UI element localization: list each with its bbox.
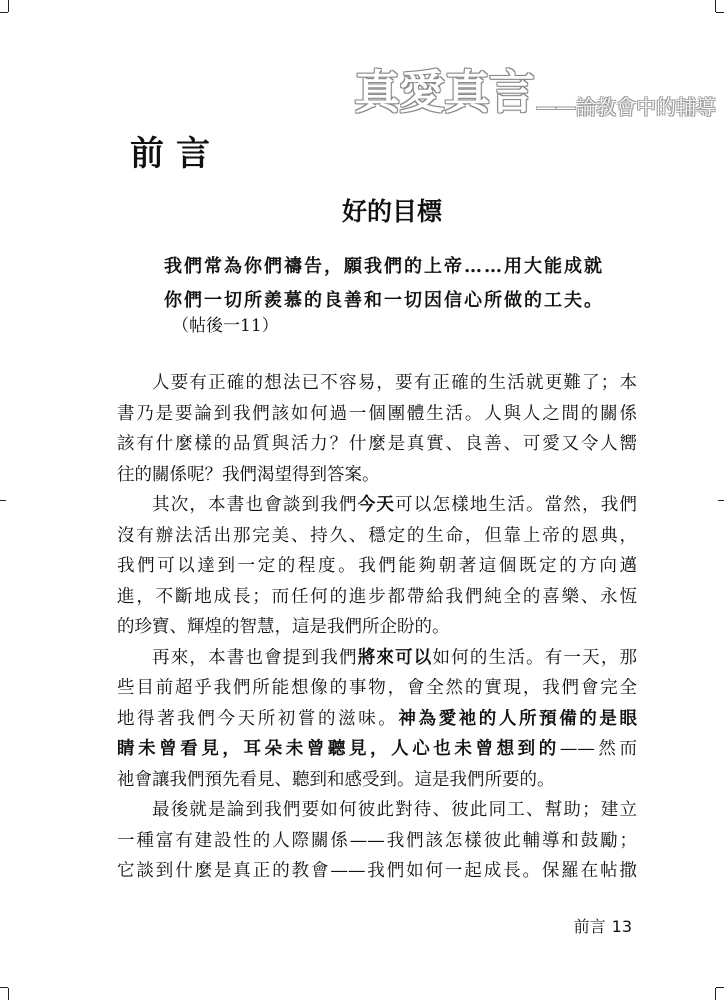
quote-line: 你們一切所羨慕的良善和一切因信心所做的工夫。 [164,290,604,311]
crop-mark [0,12,8,13]
section-title: 好的目標 [341,197,442,226]
running-header [354,54,716,122]
paragraph-line: 進，不斷地成長；而任何的進步都帶給我們純全的喜樂、永恆 [117,586,637,607]
crop-mark [715,0,716,12]
chapter-title: 前言 [130,134,222,174]
page-footer [568,914,632,937]
paragraph-line [117,490,637,521]
paragraph-line [117,704,637,735]
crop-mark [8,0,9,12]
quote-line: 我們常為你們禱告，願我們的上帝……用大能成就 [164,256,604,277]
crop-mark [0,500,6,501]
paragraph-line: 人要有正確的想法已不容易，要有正確的生活就更難了；本 [152,373,637,393]
paragraph-line: 一種富有建設性的人際關係——我們該怎樣彼此輔導和鼓勵； [117,830,637,851]
emphasis-text: 神為愛祂的人所預備的是眼 [398,708,638,729]
emphasis-text: 睛未曾看見，耳朵未曾聽見，人心也未曾想到的 [117,739,560,759]
crop-mark [0,987,8,988]
text-run: 其次，本書也會談到我們 [152,495,358,515]
paragraph-line: 它談到什麼是真正的教會——我們如何一起成長。保羅在帖撒 [117,861,637,881]
text-run: 可以怎樣地生活。當然，我們 [395,495,638,515]
running-foot: 前言 [573,917,606,936]
paragraph-line [117,643,637,674]
text-run: 再來，本書也會提到我們 [152,647,358,668]
paragraph-line [117,734,637,765]
body-text [117,368,637,887]
text-run: ——然而 [559,739,638,759]
crop-mark [716,12,724,13]
crop-mark [716,987,724,988]
paragraph-line: 沒有辦法活出那完美、持久、穩定的生命，但靠上帝的恩典， [117,525,637,546]
text-run: 如何的生活。有一天，那 [432,647,638,668]
paragraph-line: 書乃是要論到我們該如何過一個團體生活。人與人之間的關係 [117,403,637,424]
emphasis-text: 今天 [357,495,396,515]
crop-mark [8,988,9,1000]
emphasis-text: 將來可以 [357,647,433,668]
epigraph-quote [164,250,624,318]
crop-mark [718,500,724,501]
paragraph-line: 的珍寶、輝煌的智慧，這是我們所企盼的。 [117,617,450,637]
paragraph-line: 最後就是論到我們要如何彼此對待、彼此同工、幫助；建立 [152,800,637,820]
book-title: 真愛真言 [354,65,534,119]
paragraph-line: 該有什麼樣的品質與活力？什麼是真實、良善、可愛又令人嚮 [117,434,637,454]
paragraph-line: 些目前超乎我們所能想像的事物，會全然的實現，我們會完全 [117,678,637,698]
paragraph-line: 往的關係呢？我們渴望得到答案。 [117,464,380,485]
crop-mark [715,988,716,1000]
quote-reference: （帖後一11） [172,316,279,336]
page-number: 13 [611,917,632,936]
book-subtitle: ——論教會中的輔導 [536,95,716,119]
paragraph-line: 祂會讓我們預先看見、聽到和感受到。這是我們所要的。 [117,769,555,790]
text-run: 地得著我們今天所初嘗的滋味。 [117,708,399,729]
paragraph-line: 我們可以達到一定的程度。我們能夠朝著這個既定的方向邁 [117,556,637,576]
